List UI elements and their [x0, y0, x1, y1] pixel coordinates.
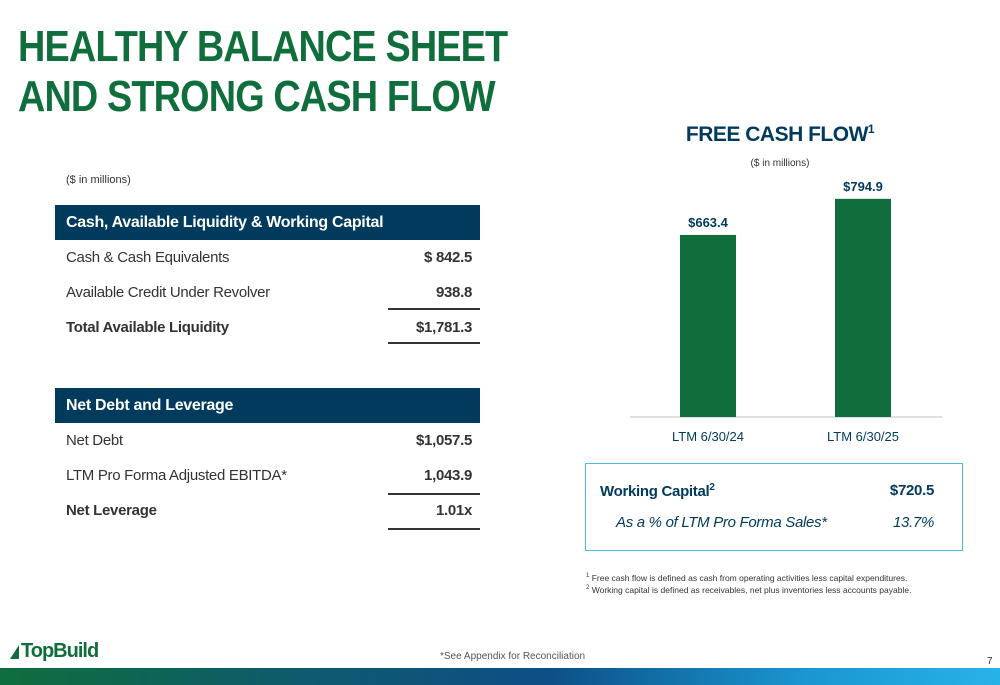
chart-title-footnote-ref: 1: [867, 122, 875, 136]
logo-mark-icon: [10, 645, 19, 659]
footnote-2: [586, 585, 911, 595]
chart-title-text: FREE CASH FLOW: [685, 123, 868, 146]
row-label: Net Leverage: [66, 502, 157, 519]
row-label: LTM Pro Forma Adjusted EBITDA*: [66, 467, 287, 484]
working-capital-pct-label: As a % of LTM Pro Forma Sales*: [616, 514, 827, 531]
total-underline: [388, 528, 480, 530]
row-value: 1.01x: [435, 502, 472, 519]
working-capital-value: $720.5: [889, 482, 934, 499]
working-capital-row: [600, 482, 934, 500]
leverage-table: [55, 388, 480, 528]
liquidity-table-header: Cash, Available Liquidity & Working Capital: [55, 205, 480, 240]
row-value: 1,043.9: [424, 467, 472, 484]
subtotal-underline: [388, 493, 480, 495]
chart-unit-note: ($ in millions): [750, 158, 810, 169]
appendix-note: *See Appendix for Reconciliation: [440, 651, 586, 662]
footer-bar: [0, 668, 1000, 685]
total-underline: [388, 342, 480, 344]
table-row: [55, 458, 480, 493]
leverage-table-header: Net Debt and Leverage: [55, 388, 480, 423]
table-row: [55, 240, 480, 275]
working-capital-box: [585, 463, 963, 551]
table-row: [55, 275, 480, 310]
topbuild-logo: [10, 640, 98, 663]
row-value: $ 842.5: [424, 249, 472, 266]
left-unit-note: ($ in millions): [66, 174, 131, 186]
category-label: LTM 6/30/25: [826, 429, 900, 444]
footnote-text: Working capital is defined as receivables, net plus inventories less accounts payable.: [591, 585, 912, 595]
bar-data-label: $794.9: [843, 178, 883, 194]
working-capital-footnote-ref: 2: [709, 482, 715, 493]
logo-text: TopBuild: [21, 640, 99, 662]
working-capital-pct-row: [616, 514, 934, 531]
working-capital-pct-value: 13.7%: [892, 514, 934, 531]
page-title: [18, 22, 507, 122]
title-line-2: AND STRONG CASH FLOW: [18, 72, 495, 121]
row-label: Cash & Cash Equivalents: [66, 249, 230, 266]
row-label: Available Credit Under Revolver: [66, 284, 270, 301]
footnote-1: [586, 573, 907, 583]
table-row-total: [55, 310, 480, 345]
row-value: $1,057.5: [416, 432, 472, 449]
bar-1: [680, 235, 736, 417]
working-capital-label-text: Working Capital: [600, 483, 710, 500]
bar-data-label: $663.4: [688, 214, 728, 230]
row-label: Total Available Liquidity: [66, 319, 229, 336]
footnote-marker: 2: [586, 585, 590, 592]
bar-2: [835, 199, 891, 417]
category-label: LTM 6/30/24: [671, 429, 745, 444]
table-row-total: [55, 493, 480, 528]
footnote-marker: 1: [586, 573, 590, 580]
table-row: [55, 423, 480, 458]
title-line-1: HEALTHY BALANCE SHEET: [18, 22, 508, 71]
page-number: 7: [987, 656, 993, 667]
footnote-text: Free cash flow is defined as cash from operating activities less capital expenditures.: [591, 573, 908, 583]
subtotal-underline: [388, 308, 480, 310]
chart-title: [620, 122, 940, 147]
row-value: $1,781.3: [416, 319, 472, 336]
free-cash-flow-chart: [620, 165, 950, 450]
working-capital-label: [600, 483, 715, 500]
row-value: 938.8: [435, 284, 472, 301]
liquidity-table: [55, 205, 480, 345]
row-label: Net Debt: [66, 432, 123, 449]
